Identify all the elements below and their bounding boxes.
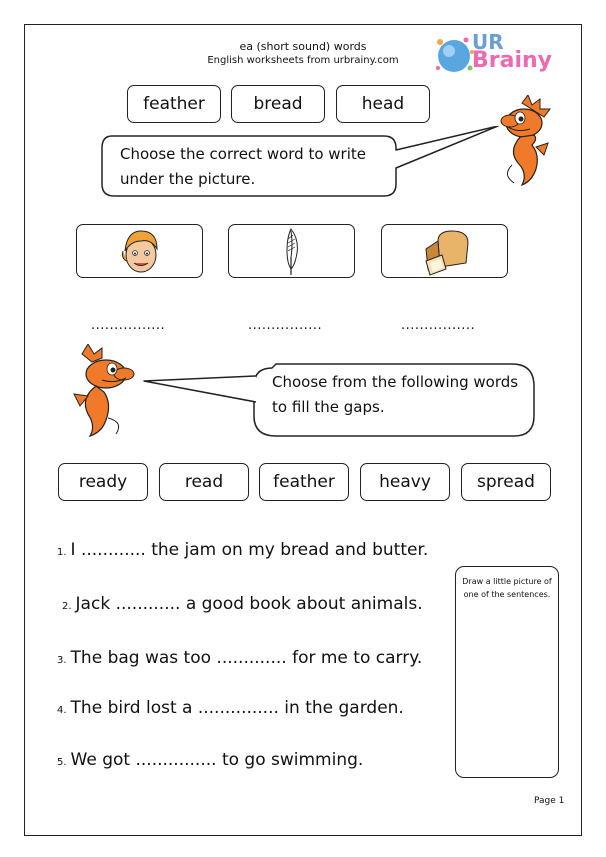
sentence-number: 5.: [57, 757, 67, 768]
sentence-number: 2.: [62, 601, 72, 612]
instruction-1-line: Choose the correct word to write: [120, 145, 366, 163]
instruction-2: [272, 370, 518, 420]
word-bank-2-item: [360, 463, 450, 501]
word-label: feather: [273, 472, 335, 492]
word-bank-1-item: [231, 85, 325, 123]
drawing-prompt: Draw a little picture of one of the sentences.: [462, 577, 552, 599]
page-number: Page 1: [534, 796, 565, 806]
instruction-1: [120, 142, 366, 192]
answer-blank: ................: [91, 318, 166, 333]
sentence-text: I ............ the jam on my bread and butter.: [70, 540, 429, 560]
sentence-1: [57, 540, 428, 560]
word-label: spread: [477, 472, 535, 492]
word-label: bread: [253, 94, 303, 114]
urbrainy-logo: [432, 30, 553, 78]
word-label: read: [184, 472, 224, 492]
logo-text-ur: UR: [472, 30, 504, 54]
word-label: head: [361, 94, 405, 114]
worksheet-title: ea (short sound) words: [239, 40, 367, 53]
word-bank-2-item: [58, 463, 148, 501]
mascot-seahorse-icon: [498, 95, 560, 191]
word-bank-2-item: [461, 463, 551, 501]
sentence-number: 4.: [57, 705, 67, 716]
sentence-number: 3.: [57, 655, 67, 666]
sentence-5: [57, 750, 363, 770]
picture-box-bread: [381, 224, 508, 278]
answer-blank: ................: [248, 318, 323, 333]
word-label: ready: [78, 472, 128, 492]
sentence-text: We got ............... to go swimming.: [70, 750, 364, 770]
word-bank-2-item: [159, 463, 249, 501]
word-bank-1-item: [336, 85, 430, 123]
worksheet-subtitle: English worksheets from urbrainy.com: [207, 55, 399, 66]
logo-text-brainy: Brainy: [472, 48, 553, 73]
instruction-1-line: under the picture.: [120, 170, 256, 188]
word-bank-2-item: [259, 463, 349, 501]
mascot-seahorse-icon: [68, 344, 138, 440]
globe-icon: [432, 32, 476, 76]
sentence-text: The bag was too ............. for me to carry.: [70, 648, 423, 668]
sentence-text: The bird lost a ............... in the garden.: [70, 698, 404, 718]
picture-box-head: [76, 224, 203, 278]
instruction-2-line: Choose from the following words: [272, 373, 519, 391]
sentence-text: Jack ............ a good book about animals.: [75, 594, 423, 614]
word-label: feather: [143, 94, 205, 114]
head-icon: [77, 225, 204, 279]
picture-box-feather: [228, 224, 355, 278]
sentence-4: [57, 698, 404, 718]
sentence-3: [57, 648, 422, 668]
sentence-number: 1.: [57, 547, 67, 558]
instruction-2-line: to fill the gaps.: [272, 398, 385, 416]
bread-icon: [382, 225, 509, 279]
word-label: heavy: [379, 472, 431, 492]
drawing-box[interactable]: [455, 566, 559, 778]
feather-icon: [229, 225, 356, 279]
answer-blank: ................: [401, 318, 476, 333]
word-bank-1-item: [127, 85, 221, 123]
sentence-2: [62, 594, 423, 614]
